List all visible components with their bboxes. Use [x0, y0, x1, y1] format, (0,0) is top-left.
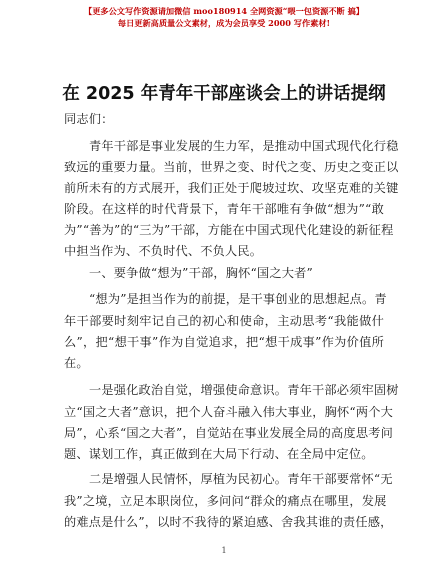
body-line: 中担当作为、不负时代、不负人民。	[64, 244, 263, 258]
body-line: 年干部要时刻牢记自己的初心和使命，主动思考“我能做什	[64, 314, 384, 328]
body-line: 么”，把“想干事”作为自觉追求，把“想干成事”作为价值所	[64, 335, 384, 349]
body-line: “想为”是担当作为的前提，是干事创业的思想起点。青	[89, 292, 387, 306]
page-number: 1	[221, 546, 227, 555]
body-line: 立“国之大者”意识，把个人奋斗融入伟大事业，胸怀“两个大	[64, 405, 393, 419]
body-line: 二是增强人民情怀，厚植为民初心。青年干部要常怀“无	[89, 472, 393, 486]
body-line: 前所未有的方式展开，我们正处于爬坡过坎、攻坚克难的关键	[64, 181, 399, 195]
body-line: 题、谋划工作，真正做到在大局下行动、在全局中定位。	[64, 447, 374, 461]
body-line: 为”“善为”的“三为”干部，方能在中国式现代化建设的新征程	[64, 223, 394, 237]
salutation: 同志们：	[64, 112, 114, 126]
body-line: 的难点是什么”，以时不我待的紧迫感、舍我其谁的责任感，	[64, 515, 393, 529]
promo-banner-line-2: 每日更新高质量公文素材，成为会员享受 2000 写作素材!	[117, 18, 331, 28]
body-line: 一是强化政治自觉，增强使命意识。青年干部必须牢固树	[89, 383, 399, 397]
promo-banner-line-1: 【更多公文写作资源请加微信 moo180914 全网资源“喂一包资源不断 搞】	[84, 6, 364, 16]
section-heading: 一、要争做“想为”干部，胸怀“国之大者”	[89, 266, 313, 280]
document-title: 在 2025 年青年干部座谈会上的讲话提纲	[62, 84, 386, 104]
body-line: 致远的重要力量。当前，世界之变、时代之变、历史之变正以	[64, 160, 399, 174]
body-line: 在。	[64, 356, 89, 370]
body-line: 青年干部是事业发展的生力军，是推动中国式现代化行稳	[89, 139, 399, 153]
body-line: 局”，心系“国之大者”，自觉站在事业发展全局的高度思考问	[64, 426, 393, 440]
body-line: 我”之境，立足本职岗位，多问问“群众的痛点在哪里，发展	[64, 494, 387, 508]
body-line: 阶段。在这样的时代背景下，青年干部唯有争做“想为”“敢	[64, 202, 384, 216]
